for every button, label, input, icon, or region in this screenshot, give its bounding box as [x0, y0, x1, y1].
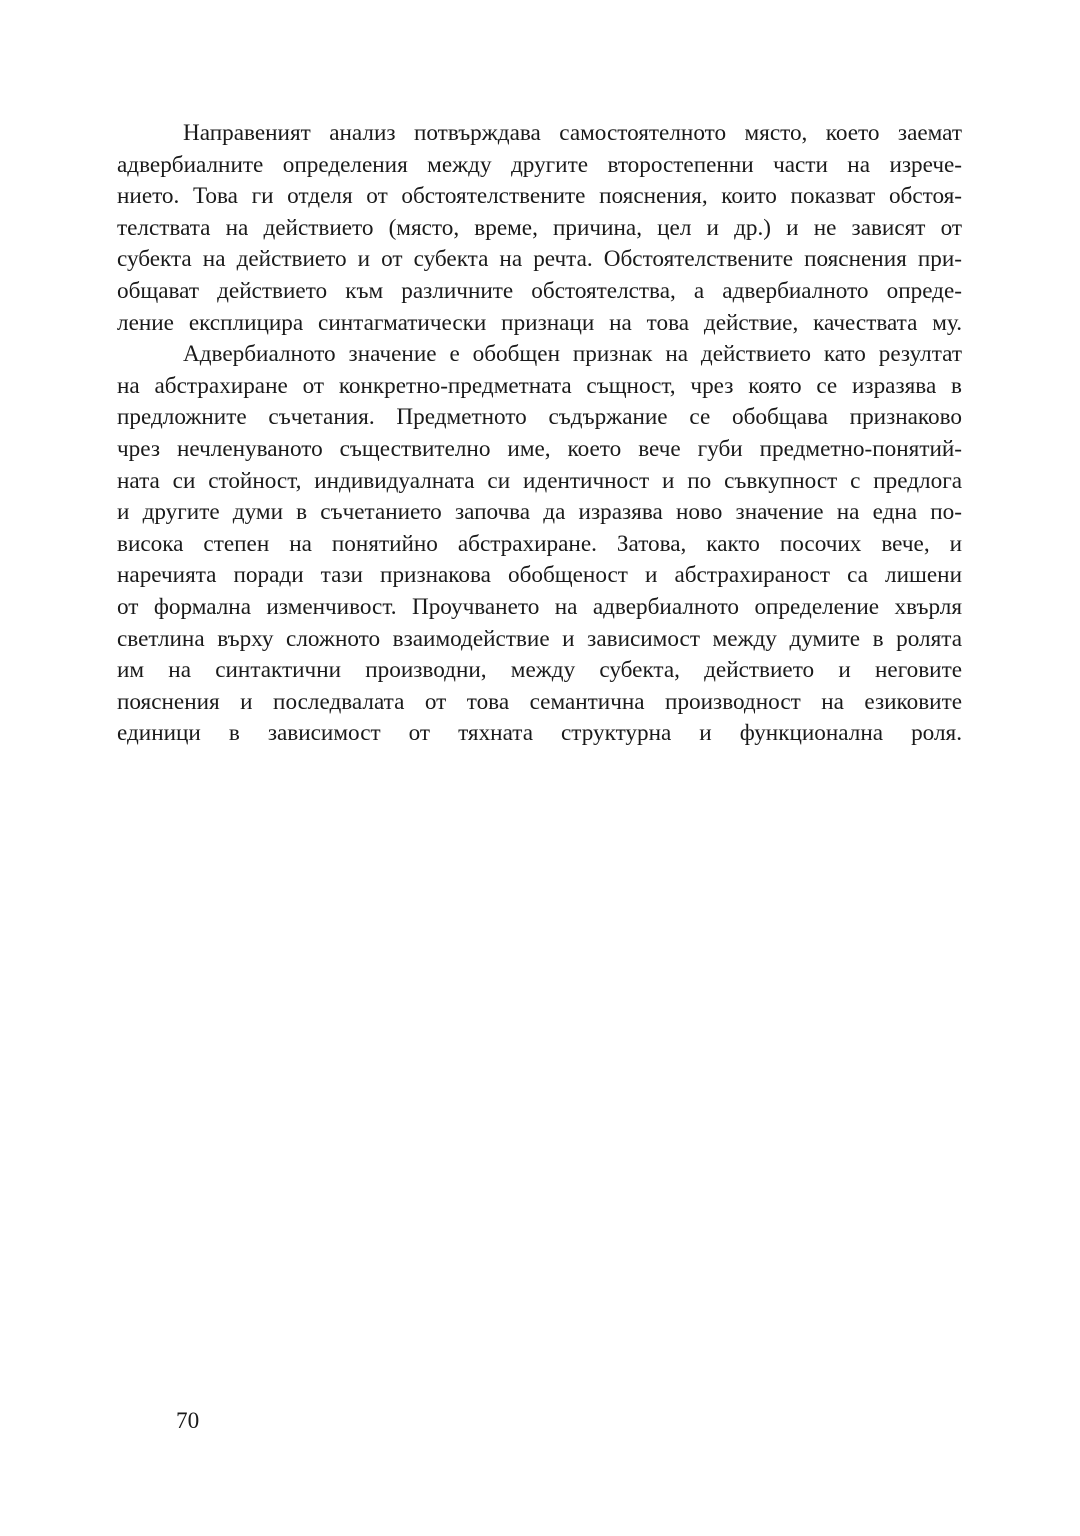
paragraph-2: [117, 339, 962, 781]
text-line: пояснения и последвалата от това семантична производност на езиковите: [117, 688, 962, 715]
text-line: предложните съчетания. Предметното съдържание се обобщава признаково: [117, 404, 962, 431]
text-line: телствата на действието (място, време, причина, цел и др.) и не зависят от: [117, 214, 962, 241]
text-line: ление експлицира синтагматически признаци на това действие, качествата му.: [117, 309, 962, 336]
text-line: Адвербиалното значение е обобщен признак на действието като резултат: [183, 341, 962, 368]
text-line: висока степен на понятийно абстрахиране. Затова, както посочих вече, и: [117, 530, 962, 557]
text-line: субекта на действието и от субекта на речта. Обстоятелствените пояснения при-: [117, 246, 962, 273]
text-line: светлина върху сложното взаимодействие и зависимост между думите в ролята: [117, 625, 962, 652]
text-line: общават действието към различните обстоятелства, а адвербиалното опреде-: [117, 277, 962, 304]
text-line: чрез нечленуваното съществително име, което вече губи предметно-понятий-: [117, 435, 962, 462]
text-line: [117, 750, 962, 782]
text-line: и другите думи в съчетанието започва да изразява ново значение на една по-: [117, 499, 962, 526]
text-line: им на синтактични производни, между субекта, действието и неговите: [117, 657, 962, 684]
text-line: адвербиалните определения между другите второстепенни части на изрече-: [117, 151, 962, 178]
body-text: [117, 118, 962, 781]
text-line: нието. Това ги отделя от обстоятелствените пояснения, които показват обстоя-: [117, 183, 962, 210]
text-line: единици в зависимост от тяхната структурна и функционална роля.: [117, 720, 962, 747]
text-line: ната си стойност, индивидуалната си идентичност и по съвкупност с предлога: [117, 467, 962, 494]
paragraph-1: [117, 118, 962, 339]
page-number: 70: [176, 1408, 200, 1434]
text-line: от формална изменчивост. Проучването на адвербиалното определение хвърля: [117, 593, 962, 620]
text-line: Направеният анализ потвърждава самостоятелното място, което заемат: [183, 120, 962, 146]
text-line: наречията поради тази признакова обобщеност и абстрахираност са лишени: [117, 562, 962, 589]
text-line: на абстрахиране от конкретно-предметната същност, чрез която се изразява в: [117, 372, 962, 399]
